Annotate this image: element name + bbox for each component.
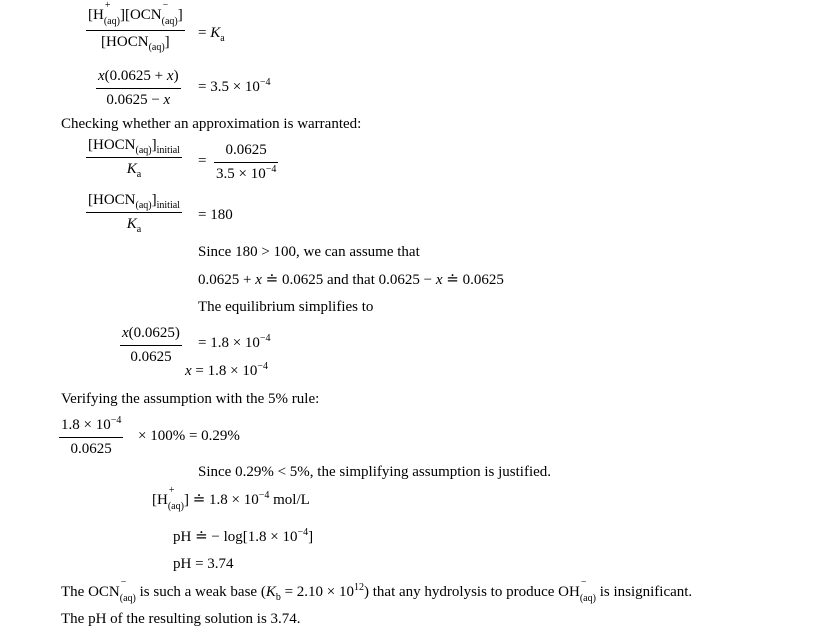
ka-expression-fraction — [86, 0, 185, 53]
simplified-rhs: = $1.8 \times 10^{-4}$ — [198, 333, 271, 351]
assumption-justified-text: Since 0.29% < 5%, the simplifying assumption is justified. — [198, 464, 552, 480]
h-concentration: [H + (aq)] ≐ $1.8 \times 10^{-4}$ mol/L — [152, 485, 310, 512]
simplifies-text: The equilibrium simplifies to — [198, 299, 374, 315]
ratio-result-fraction: $[HOCN_{(aq)}]_{initial}$ $K_a$ — [88, 192, 180, 235]
equilibrium-fraction — [96, 69, 181, 109]
ka-denominator: $[HOCN_{(aq)}]$ — [101, 34, 170, 53]
hydrolysis-conclusion: The OCN − (aq) is such a weak base $(K_b = 2.10 \times 10^{12})$ that any hydrolysis to produce OH − (aq) is insignificant. — [61, 577, 693, 604]
checking-text: Checking whether an approximation is warranted: — [61, 116, 362, 132]
ratio-check-fraction: $[HOCN_{(aq)}]_{initial}$ $K_a$ — [88, 137, 180, 180]
ratio-equals: = — [198, 153, 207, 169]
approximation-text: 0.0625 + x ≐ 0.0625 and that 0.0625 − x ≐ 0.0625 — [198, 272, 504, 288]
since-100-text: Since 180 > 100, we can assume that — [198, 244, 420, 260]
simplified-fraction: $\frac{x(0.0625)}{0.0625}$ — [122, 325, 180, 365]
equilibrium-denominator: 0.0625 − x — [106, 91, 171, 108]
equilibrium-rhs: = $3.5 \times 10^{-4}$ — [198, 77, 271, 95]
x-value: $x = 1.8 \times 10^{-4}$ — [185, 361, 268, 379]
ph-value: pH = 3.74 — [173, 556, 234, 572]
ratio-value-fraction: $\frac{0.0625}{3.5 \times 10^{-4}}$ — [216, 142, 277, 182]
ratio-result: = 180 — [198, 207, 233, 223]
equilibrium-numerator: x(0.0625 + x) — [96, 69, 181, 89]
ka-numerator: [H + (aq)][OCN − (aq)] — [86, 8, 185, 31]
final-ph-statement: The pH of the resulting solution is 3.74. — [61, 611, 301, 627]
ph-log-expression: pH ≐ − $\log[1.8 \times 10^{-4}]$ — [173, 527, 314, 545]
ka-equals: = $K_a$ — [198, 25, 225, 44]
percent-check-fraction: $\frac{1.8 \times 10^{-4}}{0.0625}$ — [61, 415, 122, 457]
percent-result: × 100% = 0.29% — [138, 428, 240, 444]
verify-text: Verifying the assumption with the 5% rule: — [61, 391, 320, 407]
